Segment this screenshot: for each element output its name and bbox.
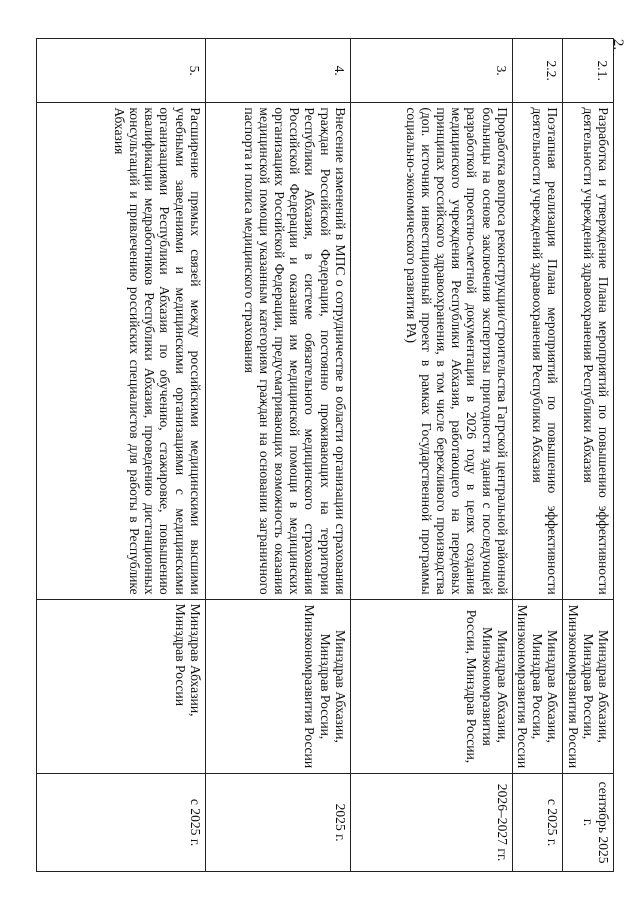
table-row — [205, 39, 350, 872]
responsible-organizations: Минздрав Абхазии, Минздрав России, Минэкономразвития России — [512, 599, 563, 774]
page-number: 2. — [610, 38, 627, 51]
responsible-organizations: Минздрав Абхазии, Минздрав России, Минэкономразвития России — [563, 599, 614, 774]
measures-table — [36, 38, 614, 872]
table-row — [36, 39, 205, 872]
table-row — [350, 39, 512, 872]
row-number: 3. — [350, 39, 512, 103]
measure-description: Проработка вопроса реконструкции/строительства Гагрской центральной районной больницы на основе заключения экспертизы пригодности здания с последующей разработкой проектно-сметной документации в 2026 году в целях создания медицинского учреждения Республики Абхазия, работающего на передовых принципах российского здравоохранения, в том числе бережливого производства (доп. источник инвестиционный проект в рамках Государственной программы социально-экономического развития РА) — [350, 103, 512, 599]
table-row — [512, 39, 563, 872]
row-number: 4. — [205, 39, 350, 103]
deadline: с 2025 г. — [512, 774, 563, 872]
measure-description: Внесение изменений в МПС о сотрудничестве в области организации страхования граждан Российской Федерации, постоянно проживающих на территории Республики Абхазия, в системе обязательного медицинского страхования Российской Федерации и оказания им медицинской помощи в медицинских организациях Российской Федерации, предусматривающих возможность оказания медицинской помощи указанным категориям граждан на основании заграничного паспорта и полиса медицинского страхования — [205, 103, 350, 599]
deadline: 2026–2027 гг. — [350, 774, 512, 872]
deadline: сентябрь 2025 г. — [563, 774, 614, 872]
table-row — [563, 39, 614, 872]
responsible-organizations: Минздрав Абхазии, Минздрав России, Минэкономразвития России — [205, 599, 350, 774]
measure-description: Поэтапная реализация Плана мероприятий по повышению эффективности деятельности учреждений здравоохранения Республики Абхазия — [512, 103, 563, 599]
measure-description: Расширение прямых связей между российскими медицинскими высшими учебными заведениями и медицинскими организациями с медицинскими организациями Республики Абхазия по обучению, стажировке, повышению квалификации медработников Республики Абхазия, проведению дистанционных консультаций и привлечению российских специалистов для работы в Республике Абхазия — [36, 103, 205, 599]
row-number: 2.2. — [512, 39, 563, 103]
deadline: с 2025 г. — [36, 774, 205, 872]
deadline: 2025 г. — [205, 774, 350, 872]
measures-table-rotated — [42, 38, 614, 872]
responsible-organizations: Минздрав Абхазии, Минэкономразвития России, Минздрав России, — [350, 599, 512, 774]
row-number: 5. — [36, 39, 205, 103]
row-number: 2.1. — [563, 39, 614, 103]
responsible-organizations: Минздрав Абхазии, Минздрав России — [36, 599, 205, 774]
measure-description: Разработка и утверждение Плана мероприятий по повышению эффективности деятельности учреждений здравоохранения Республики Абхазия — [563, 103, 614, 599]
